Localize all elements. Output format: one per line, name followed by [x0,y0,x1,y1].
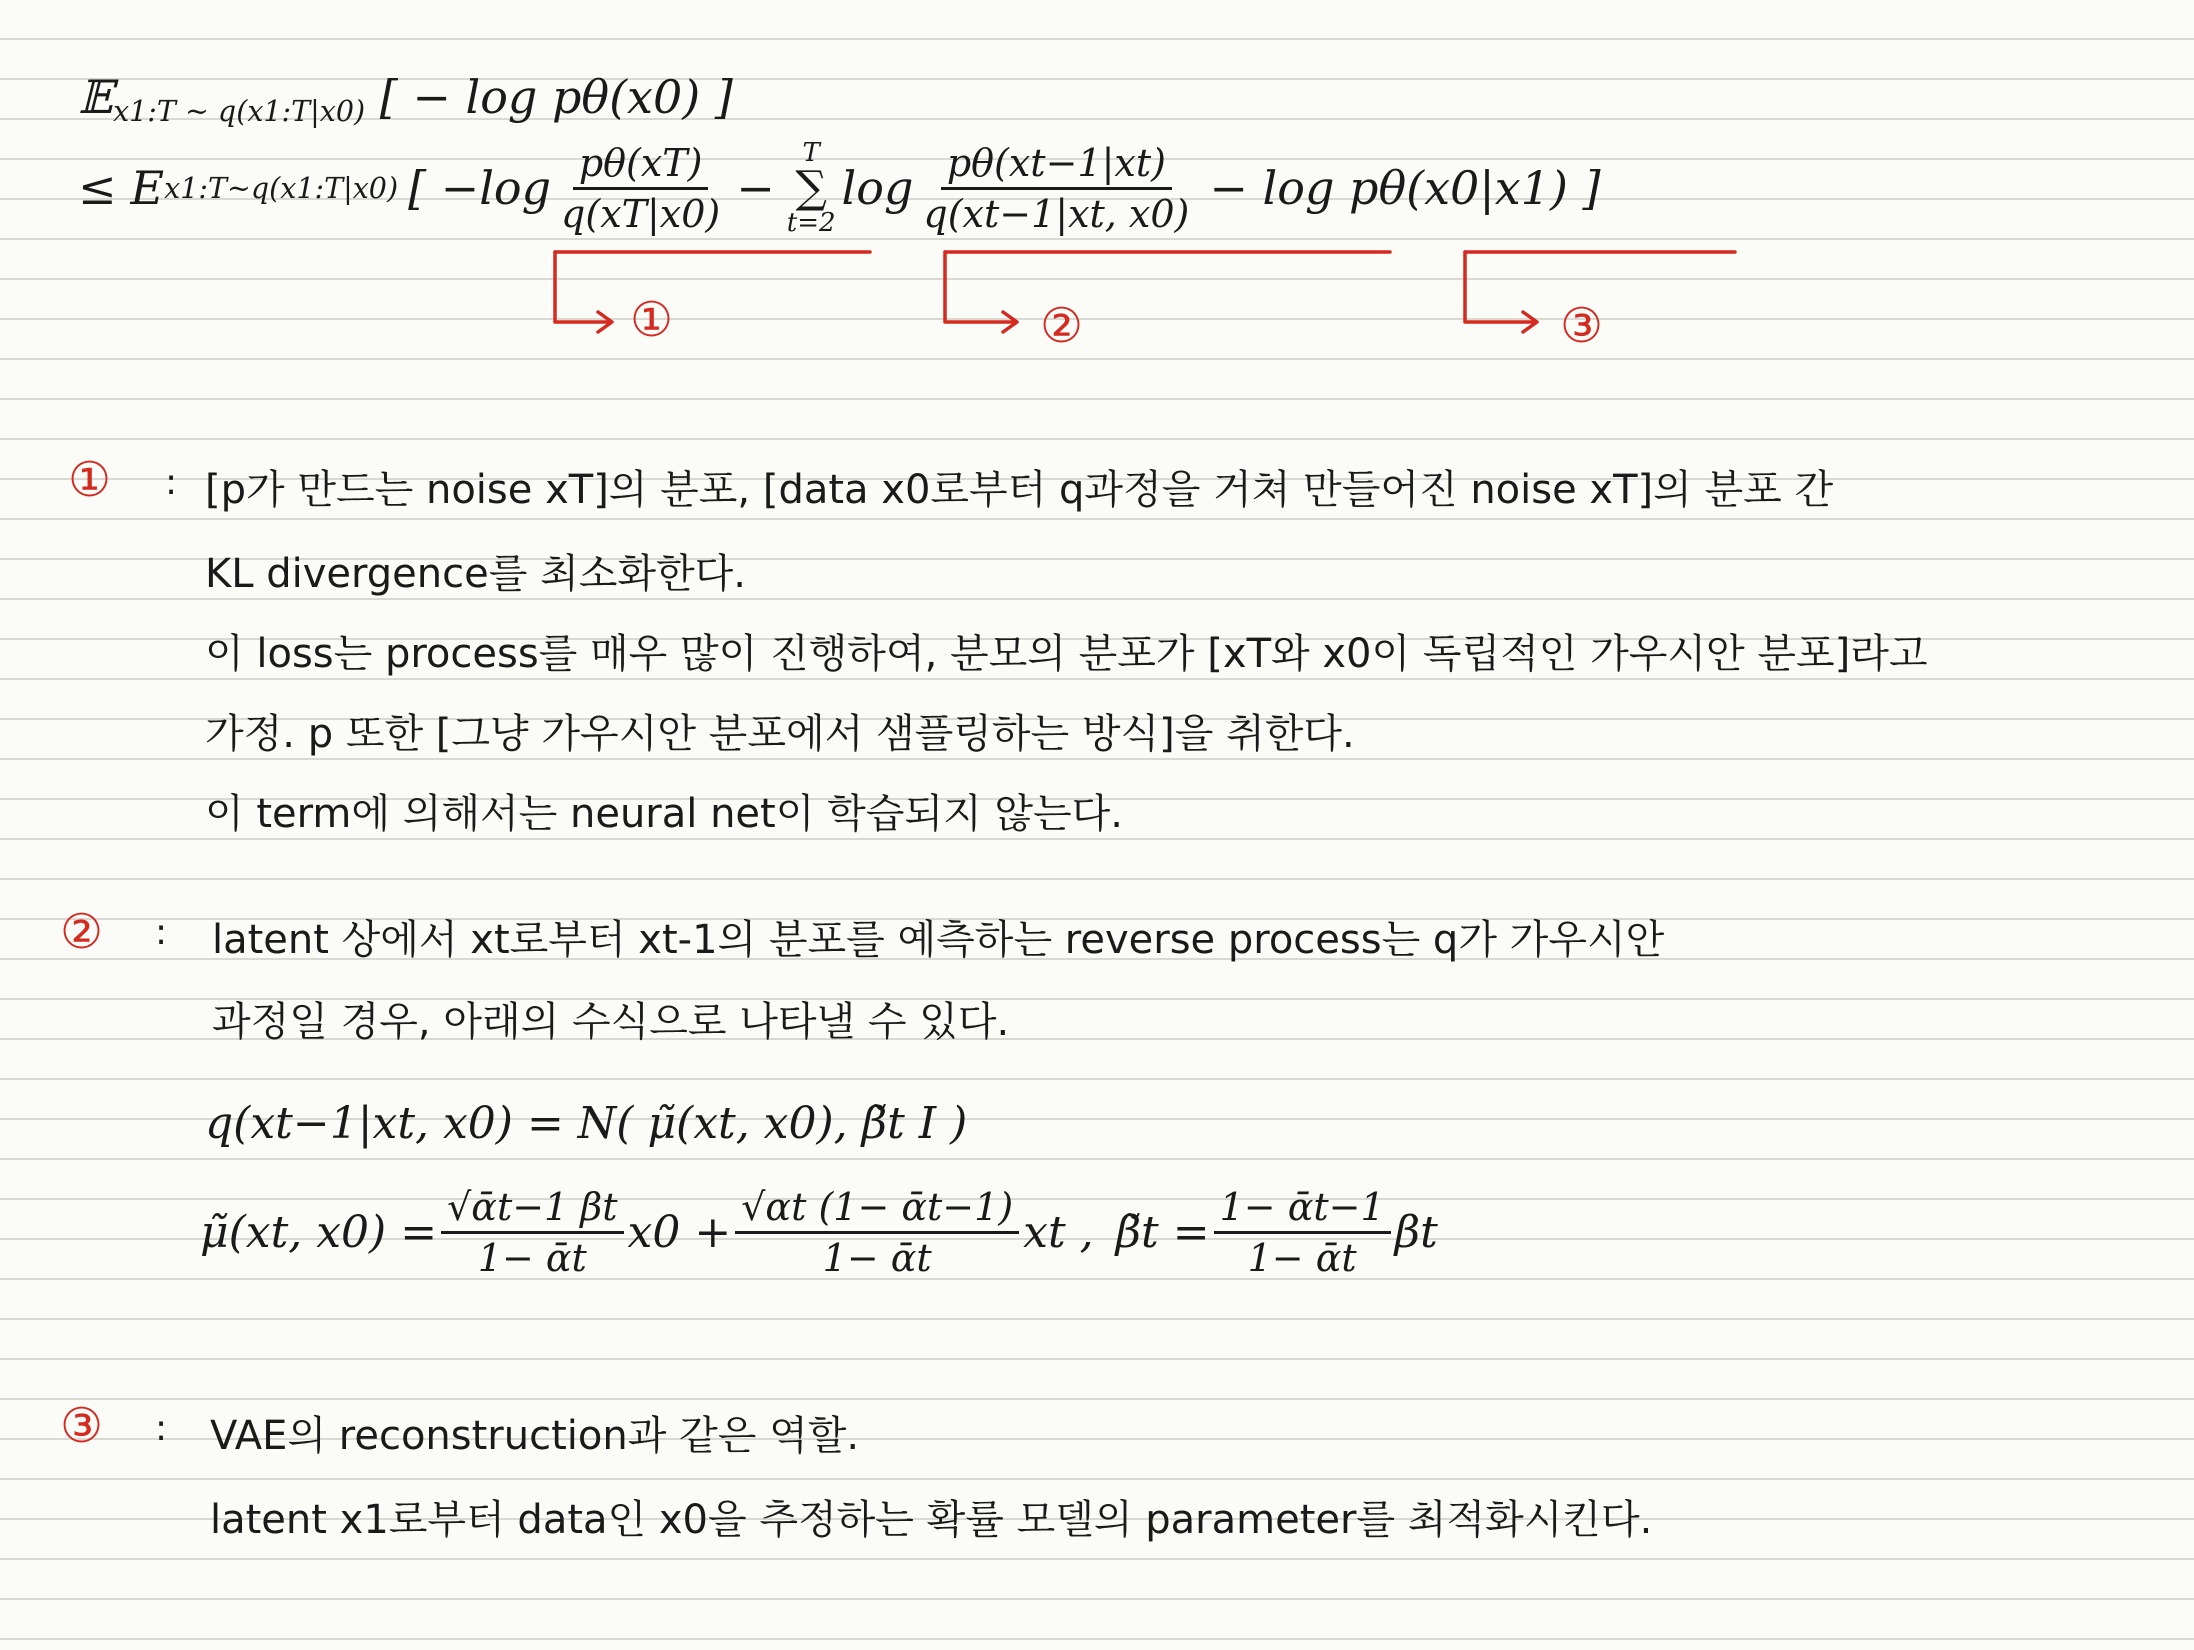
mu-coef-xt-denominator: 1− ᾱt [822,1236,932,1280]
log-2: log [841,161,914,215]
mu-coef-xt [735,1185,1019,1280]
arrow-term-3 [1465,252,1537,332]
section-1-line-4: 가정. p 또한 [그냥 가우시안 분포에서 샘플링하는 방식]을 취한다. [205,711,1355,757]
leq-symbol: ≤ [78,161,117,215]
fraction-1-denominator: q(xT|x0) [561,191,721,236]
arrow-term-2 [945,252,1017,332]
section-2-marker: ② [60,904,104,960]
xt-term: xt , [1023,1207,1094,1258]
fraction-1-numerator: pθ(xT) [573,141,709,190]
arrow-term-1 [555,252,612,332]
sum-symbol: ∑ [795,162,827,213]
expectation-symbol: 𝔼 [78,70,114,124]
mu-coef-xt-numerator: √αt (1− ᾱt−1) [735,1185,1019,1234]
section-1-line-3: 이 loss는 process를 매우 많이 진행하여, 분모의 분포가 [xT와 x0이 독립적인 가우시안 분포]라고 [205,631,1928,677]
beta-t: βt [1394,1207,1438,1258]
section-3-colon: : [155,1408,168,1449]
posterior-mean-equation [200,1185,1438,1280]
section-3-line-2: latent x1로부터 data인 x0을 추정하는 확률 모델의 parameter를 최적화시킨다. [210,1497,1653,1543]
marker-3: ③ [1560,298,1604,354]
bracket-open-log: [ −log [408,161,552,215]
expectation-subscript-2: x1:T~q(x1:T|x0) [164,171,399,205]
mu-coef-x0-numerator: √ᾱt−1 βt [441,1185,623,1234]
sum-upper: T [802,138,820,168]
section-2-colon: : [155,912,168,953]
fraction-2-numerator: pθ(xt−1|xt) [941,141,1172,190]
beta-coef [1214,1185,1391,1280]
section-1-colon: : [165,462,178,503]
mu-tilde-lhs: μ̃(xt, x0) = [200,1207,438,1258]
section-1-marker: ① [68,452,112,508]
section-3-marker: ③ [60,1398,104,1454]
neg-log-likelihood: [ − log pθ(x0) ] [379,70,733,124]
marker-2: ② [1040,298,1084,354]
fraction-2-denominator: q(xt−1|xt, x0) [923,191,1190,236]
x0-term: x0 + [627,1207,732,1258]
section-2-line-1: latent 상에서 xt로부터 xt-1의 분포를 예측하는 reverse process는 q가 가우시안 [212,917,1665,963]
reconstruction-term: − log pθ(x0|x1) ] [1209,161,1601,215]
mu-coef-x0 [441,1185,623,1280]
marker-1: ① [630,292,674,348]
beta-coef-numerator: 1− ᾱt−1 [1214,1185,1391,1234]
mu-coef-x0-denominator: 1− ᾱt [477,1236,587,1280]
beta-coef-denominator: 1− ᾱt [1247,1236,1357,1280]
section-2-line-2: 과정일 경우, 아래의 수식으로 나타낼 수 있다. [212,999,1010,1045]
section-1-line-5: 이 term에 의해서는 neural net이 학습되지 않는다. [205,791,1123,837]
minus-sign: − [736,161,775,215]
beta-tilde-lhs: β̃t = [1115,1207,1210,1258]
expectation-symbol-2: E [130,161,165,215]
section-1-line-1: [p가 만드는 noise xT]의 분포, [data x0로부터 q과정을 거쳐 만들어진 noise xT]의 분포 간 [205,467,1834,513]
section-1-line-2: KL divergence를 최소화한다. [205,551,746,597]
section-3-line-1: VAE의 reconstruction과 같은 역할. [210,1413,860,1459]
expectation-subscript: x1:T ~ q(x1:T|x0) [113,94,366,128]
posterior-equation: q(xt−1|xt, x0) = N( μ̃(xt, x0), β̃t I ) [205,1098,968,1149]
sum-lower: t=2 [786,208,836,238]
